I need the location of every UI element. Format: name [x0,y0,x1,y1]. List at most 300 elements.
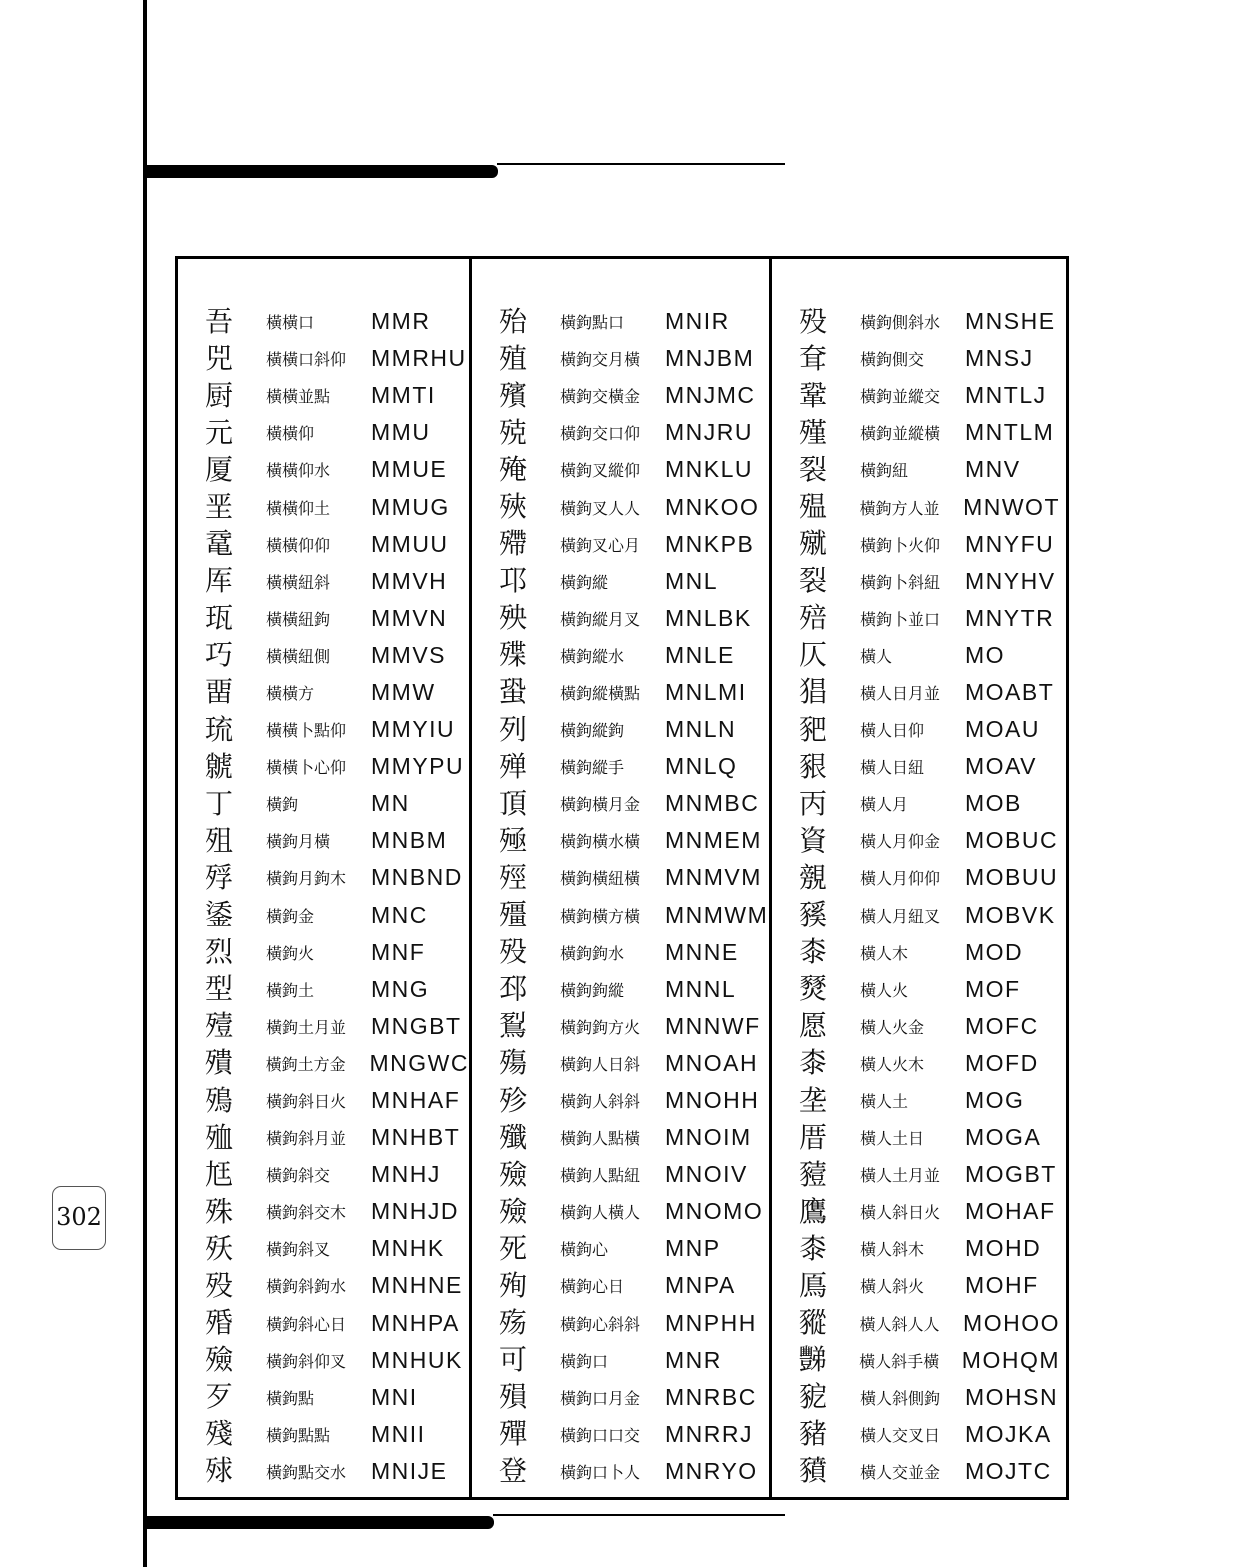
table-row [772,1082,1060,1119]
character-glyph: 桼 [798,1046,827,1080]
table-row [772,711,1060,748]
stroke-description: 橫鉤側斜水 [860,313,941,333]
stroke-description: 橫鉤鉤方火 [560,1017,641,1037]
table-row [472,600,769,637]
stroke-description: 橫人火金 [860,1017,925,1037]
table-row [772,1342,1060,1379]
stroke-description: 橫人斜手橫 [859,1351,940,1371]
table-row [178,897,469,934]
table-row [472,1082,769,1119]
stroke-description: 橫鉤斜交木 [266,1203,347,1223]
stroke-description: 橫人火木 [860,1054,925,1074]
stroke-description: 橫鉤斜仰叉 [266,1351,347,1371]
character-glyph: 吾 [204,304,233,338]
stroke-description: 橫鉤鉤水 [560,943,625,963]
stroke-description: 橫鉤縱鉤 [560,721,625,741]
character-glyph: 愿 [798,1009,827,1043]
input-code: MNHUK [371,1346,463,1373]
character-glyph: 歹 [204,1380,233,1414]
character-glyph: 厦 [204,452,233,486]
table-row [472,451,769,488]
stroke-description: 橫鉤並縱交 [860,387,941,407]
stroke-description: 橫人交叉日 [860,1425,941,1445]
input-code: MNPA [665,1272,736,1299]
input-code: MNKLU [665,456,754,483]
input-code: MNOIM [665,1124,752,1151]
table-row [178,488,469,525]
input-code: MNHJ [371,1161,441,1188]
table-row [772,1416,1060,1453]
stroke-description: 橫鉤斜交 [266,1166,331,1186]
input-code: MO [965,641,1006,668]
input-code: MMVH [371,567,448,594]
table-row [472,1045,769,1082]
table-row [178,1119,469,1156]
input-code: MNJRU [665,419,753,446]
table-row [178,451,469,488]
input-code: MNL [665,567,719,594]
table-row [472,377,769,414]
table-row [772,822,1060,859]
table-row [772,414,1060,451]
character-glyph: 殯 [498,378,527,412]
character-glyph: 鞏 [798,378,827,412]
stroke-description: 橫鉤 [266,795,299,815]
character-glyph: 鴷 [498,1009,527,1043]
stroke-description: 橫鉤口 [560,1351,609,1371]
input-code: MNSJ [965,345,1034,372]
table-row [178,971,469,1008]
input-code: MNIJE [371,1457,448,1484]
stroke-description: 橫人月 [860,795,909,815]
character-glyph: 頂 [498,786,527,820]
input-code: MNOIV [665,1161,748,1188]
character-glyph: 殢 [498,527,527,561]
input-code: MNV [965,456,1021,483]
table-row [472,526,769,563]
stroke-description: 橫鉤縱月叉 [560,609,641,629]
input-code: MOGBT [965,1161,1057,1188]
table-row [772,934,1060,971]
stroke-description: 橫鉤人日斜 [560,1054,641,1074]
stroke-description: 橫鉤鉤縱 [560,980,625,1000]
table-row [472,897,769,934]
character-glyph: 殚 [498,749,527,783]
stroke-description: 橫鉤交月橫 [560,350,641,370]
stroke-description: 橫鉤點 [266,1388,315,1408]
character-glyph: 可 [498,1343,527,1377]
character-glyph: 猖 [798,675,827,709]
character-code-table [175,256,1069,1500]
table-row [178,1342,469,1379]
character-glyph: 鳫 [798,1268,827,1302]
table-row [472,1267,769,1304]
table-row [178,1230,469,1267]
table-row [772,1008,1060,1045]
input-code: MMR [371,308,431,335]
character-glyph: 殣 [798,415,827,449]
table-row [178,1156,469,1193]
table-row [472,934,769,971]
stroke-description: 橫鉤縱手 [560,758,625,778]
character-glyph: 虩 [204,749,233,783]
table-row [178,414,469,451]
character-glyph: 殁 [798,304,827,338]
stroke-description: 橫鉤叉心月 [560,535,641,555]
input-code: MOGA [965,1124,1042,1151]
table-row [178,785,469,822]
stroke-description: 橫鉤點點 [266,1425,331,1445]
input-code: MN [371,790,410,817]
stroke-description: 橫人土月並 [860,1166,941,1186]
page-number: 302 [52,1186,106,1250]
input-code: MNF [371,938,426,965]
character-glyph: 殲 [498,1120,527,1154]
character-glyph: 裂 [798,452,827,486]
table-row [178,1379,469,1416]
character-glyph: 桼 [798,935,827,969]
input-code: MNJBM [665,345,755,372]
character-glyph: 殂 [204,823,233,857]
character-glyph: 鋈 [204,898,233,932]
input-code: MNII [371,1420,426,1447]
table-row [772,637,1060,674]
input-code: MNNWF [665,1012,761,1039]
table-row [772,859,1060,896]
character-glyph: 豝 [798,712,827,746]
table-row [772,377,1060,414]
input-code: MNLBK [665,604,752,631]
input-code: MNMWM [665,901,769,928]
stroke-description: 橫鉤方人並 [859,498,940,518]
table-row [772,971,1060,1008]
input-code: MNTLJ [965,382,1047,409]
character-glyph: 垄 [798,1083,827,1117]
table-row [472,637,769,674]
character-glyph: 巧 [204,638,233,672]
character-glyph: 殟 [798,490,827,524]
input-code: MNRRJ [665,1420,753,1447]
table-row [178,303,469,340]
character-glyph: 兕 [204,341,233,375]
input-code: MOHF [965,1272,1039,1299]
table-row [472,1193,769,1230]
character-glyph: 殆 [498,304,527,338]
stroke-description: 橫鉤卜火仰 [860,535,941,555]
character-glyph: 殙 [204,1306,233,1340]
character-glyph: 殖 [498,341,527,375]
stroke-description: 橫鉤月鉤木 [266,869,347,889]
input-code: MOAV [965,753,1038,780]
table-row [772,563,1060,600]
table-row [772,748,1060,785]
input-code: MNHJD [371,1198,459,1225]
stroke-description: 橫鉤口月金 [560,1388,641,1408]
character-glyph: 燹 [798,972,827,1006]
stroke-description: 橫鉤交口仰 [560,424,641,444]
stroke-description: 橫橫口斜仰 [266,350,347,370]
character-glyph: 殇 [498,1306,527,1340]
input-code: MOFC [965,1012,1039,1039]
stroke-description: 橫鉤口口交 [560,1425,641,1445]
character-glyph: 豒 [798,1343,827,1377]
input-code: MNMEM [665,827,762,854]
input-code: MOAU [965,716,1040,743]
character-glyph: 厍 [204,564,233,598]
table-row [178,377,469,414]
table-row [178,1267,469,1304]
character-glyph: 死 [498,1231,527,1265]
character-glyph: 型 [204,972,233,1006]
table-row [178,859,469,896]
input-code: MOHSN [965,1383,1059,1410]
character-glyph: 丁 [204,786,233,820]
input-code: MNP [665,1235,721,1262]
input-code: MOABT [965,678,1055,705]
stroke-description: 橫橫並點 [266,387,331,407]
table-row [178,340,469,377]
stroke-description: 橫人斜日火 [860,1203,941,1223]
character-glyph: 殘 [204,1417,233,1451]
input-code: MNRBC [665,1383,757,1410]
input-code: MNSHE [965,308,1056,335]
stroke-description: 橫鉤土月並 [266,1017,347,1037]
input-code: MOJTC [965,1457,1052,1484]
input-code: MNHPA [371,1309,460,1336]
table-row [472,1305,769,1342]
input-code: MNLMI [665,678,747,705]
character-glyph: 琉 [204,712,233,746]
input-code: MNYFU [965,530,1055,557]
stroke-description: 橫橫仰水 [266,461,331,481]
table-row [772,1267,1060,1304]
table-column-1 [178,259,469,1497]
table-row [472,303,769,340]
character-glyph: 殑 [498,415,527,449]
table-row [178,1082,469,1119]
stroke-description: 橫鉤叉縱仰 [560,461,641,481]
page-spine-line [143,0,147,1567]
input-code: MNMVM [665,864,762,891]
character-glyph: 殁 [498,935,527,969]
stroke-description: 橫鉤側交 [860,350,925,370]
input-code: MNWOT [963,493,1060,520]
stroke-description: 橫鉤並縱橫 [860,424,941,444]
stroke-description: 橫橫紐側 [266,646,331,666]
character-glyph: 殕 [798,601,827,635]
stroke-description: 橫鉤斜日火 [266,1092,347,1112]
input-code: MNKPB [665,530,755,557]
table-row [472,1230,769,1267]
table-row [178,1008,469,1045]
input-code: MNNL [665,975,737,1002]
stroke-description: 橫橫仰土 [266,498,331,518]
stroke-description: 橫人斜木 [860,1240,925,1260]
input-code: MNMBC [665,790,760,817]
stroke-description: 橫鉤人點紐 [560,1166,641,1186]
table-row [178,526,469,563]
stroke-description: 橫鉤橫方橫 [560,906,641,926]
character-glyph: 殪 [204,1009,233,1043]
table-column-3 [769,259,1060,1497]
table-row [772,303,1060,340]
character-glyph: 豤 [798,749,827,783]
stroke-description: 橫人土 [860,1092,909,1112]
stroke-description: 橫鉤人斜斜 [560,1092,641,1112]
table-row [178,1453,469,1490]
stroke-description: 橫鉤心 [560,1240,609,1260]
input-code: MNJMC [665,382,756,409]
character-glyph: 殨 [204,1046,233,1080]
stroke-description: 橫橫卜心仰 [266,758,347,778]
input-code: MNKOO [665,493,760,520]
table-row [772,1119,1060,1156]
stroke-description: 橫橫仰 [266,424,315,444]
input-code: MMW [371,678,436,705]
character-glyph: 覫 [798,860,827,894]
table-row [772,451,1060,488]
bottom-thin-rule [493,1514,785,1516]
input-code: MMUE [371,456,448,483]
stroke-description: 橫鉤縱水 [560,646,625,666]
input-code: MMRHU [371,345,467,372]
character-glyph: 耷 [798,341,827,375]
input-code: MNHNE [371,1272,463,1299]
character-glyph: 登 [498,1454,527,1488]
character-glyph: 殧 [798,527,827,561]
table-row [178,1193,469,1230]
input-code: MMU [371,419,431,446]
table-row [472,488,769,525]
table-row [772,1230,1060,1267]
input-code: MOJKA [965,1420,1052,1447]
bottom-thick-rule [147,1516,494,1529]
table-column-2 [469,259,769,1497]
character-glyph: 列 [498,712,527,746]
input-code: MOG [965,1087,1025,1114]
table-row [772,1156,1060,1193]
character-glyph: 豵 [798,1306,827,1340]
input-code: MNBND [371,864,463,891]
stroke-description: 橫鉤橫月金 [560,795,641,815]
input-code: MNI [371,1383,418,1410]
table-row [472,1416,769,1453]
character-glyph: 豬 [798,1417,827,1451]
character-glyph: 邳 [498,972,527,1006]
table-row [472,1379,769,1416]
stroke-description: 橫人 [860,646,893,666]
input-code: MNOMO [665,1198,764,1225]
stroke-description: 橫橫仰仰 [266,535,331,555]
table-row [178,563,469,600]
stroke-description: 橫鉤叉人人 [560,498,641,518]
input-code: MMUG [371,493,450,520]
character-glyph: 殍 [204,860,233,894]
stroke-description: 橫人木 [860,943,909,963]
input-code: MOHQM [961,1346,1060,1373]
stroke-description: 橫人斜人人 [859,1314,940,1334]
table-row [178,822,469,859]
character-glyph: 殮 [498,1157,527,1191]
input-code: MOHOO [963,1309,1060,1336]
character-glyph: 殄 [498,1083,527,1117]
table-row [178,1305,469,1342]
character-glyph: 豶 [798,1454,827,1488]
input-code: MNRYO [665,1457,758,1484]
table-row [772,526,1060,563]
character-glyph: 殭 [498,898,527,932]
character-glyph: 豷 [798,1157,827,1191]
stroke-description: 橫鉤交橫金 [560,387,641,407]
character-glyph: 殛 [498,823,527,857]
table-row [472,971,769,1008]
character-glyph: 殫 [498,1417,527,1451]
stroke-description: 橫人斜火 [860,1277,925,1297]
input-code: MNLQ [665,753,738,780]
stroke-description: 橫鉤人橫人 [560,1203,641,1223]
stroke-description: 橫人月仰仰 [860,869,941,889]
character-glyph: 殦 [204,1083,233,1117]
table-row [178,748,469,785]
stroke-description: 橫人日仰 [860,721,925,741]
top-thin-rule [497,163,785,165]
table-row [772,340,1060,377]
table-row [472,1342,769,1379]
stroke-description: 橫橫口 [266,313,315,333]
character-glyph: 裂 [798,564,827,598]
character-glyph: 殉 [498,1268,527,1302]
input-code: MOFD [965,1049,1039,1076]
stroke-description: 橫鉤土方金 [265,1054,346,1074]
input-code: MOB [965,790,1022,817]
character-glyph: 桼 [798,1231,827,1265]
character-glyph: 殏 [204,1454,233,1488]
character-glyph: 丙 [798,786,827,820]
input-code: MNR [665,1346,722,1373]
input-code: MNOAH [665,1049,759,1076]
input-code: MOBUC [965,827,1059,854]
input-code: MMUU [371,530,449,557]
input-code: MOF [965,975,1021,1002]
table-row [772,600,1060,637]
stroke-description: 橫人月紐叉 [860,906,941,926]
character-glyph: 畱 [204,675,233,709]
table-row [472,563,769,600]
stroke-description: 橫鉤斜心日 [266,1314,347,1334]
character-glyph: 蛩 [498,675,527,709]
stroke-description: 橫人火 [860,980,909,1000]
stroke-description: 橫橫紐鉤 [266,609,331,629]
table-row [178,674,469,711]
stroke-description: 橫鉤卜斜紐 [860,572,941,592]
stroke-description: 橫鉤斜月並 [266,1129,347,1149]
character-glyph: 鷹 [798,1194,827,1228]
stroke-description: 橫鉤紐 [860,461,909,481]
input-code: MNIR [665,308,730,335]
stroke-description: 橫鉤橫水橫 [560,832,641,852]
character-glyph: 珁 [204,601,233,635]
table-row [772,1379,1060,1416]
character-glyph: 殃 [498,601,527,635]
input-code: MNNE [665,938,739,965]
character-glyph: 殌 [498,860,527,894]
table-row [772,1045,1060,1082]
input-code: MNYTR [965,604,1055,631]
table-row [772,897,1060,934]
stroke-description: 橫橫卜點仰 [266,721,347,741]
table-row [772,1193,1060,1230]
table-row [772,1453,1060,1490]
